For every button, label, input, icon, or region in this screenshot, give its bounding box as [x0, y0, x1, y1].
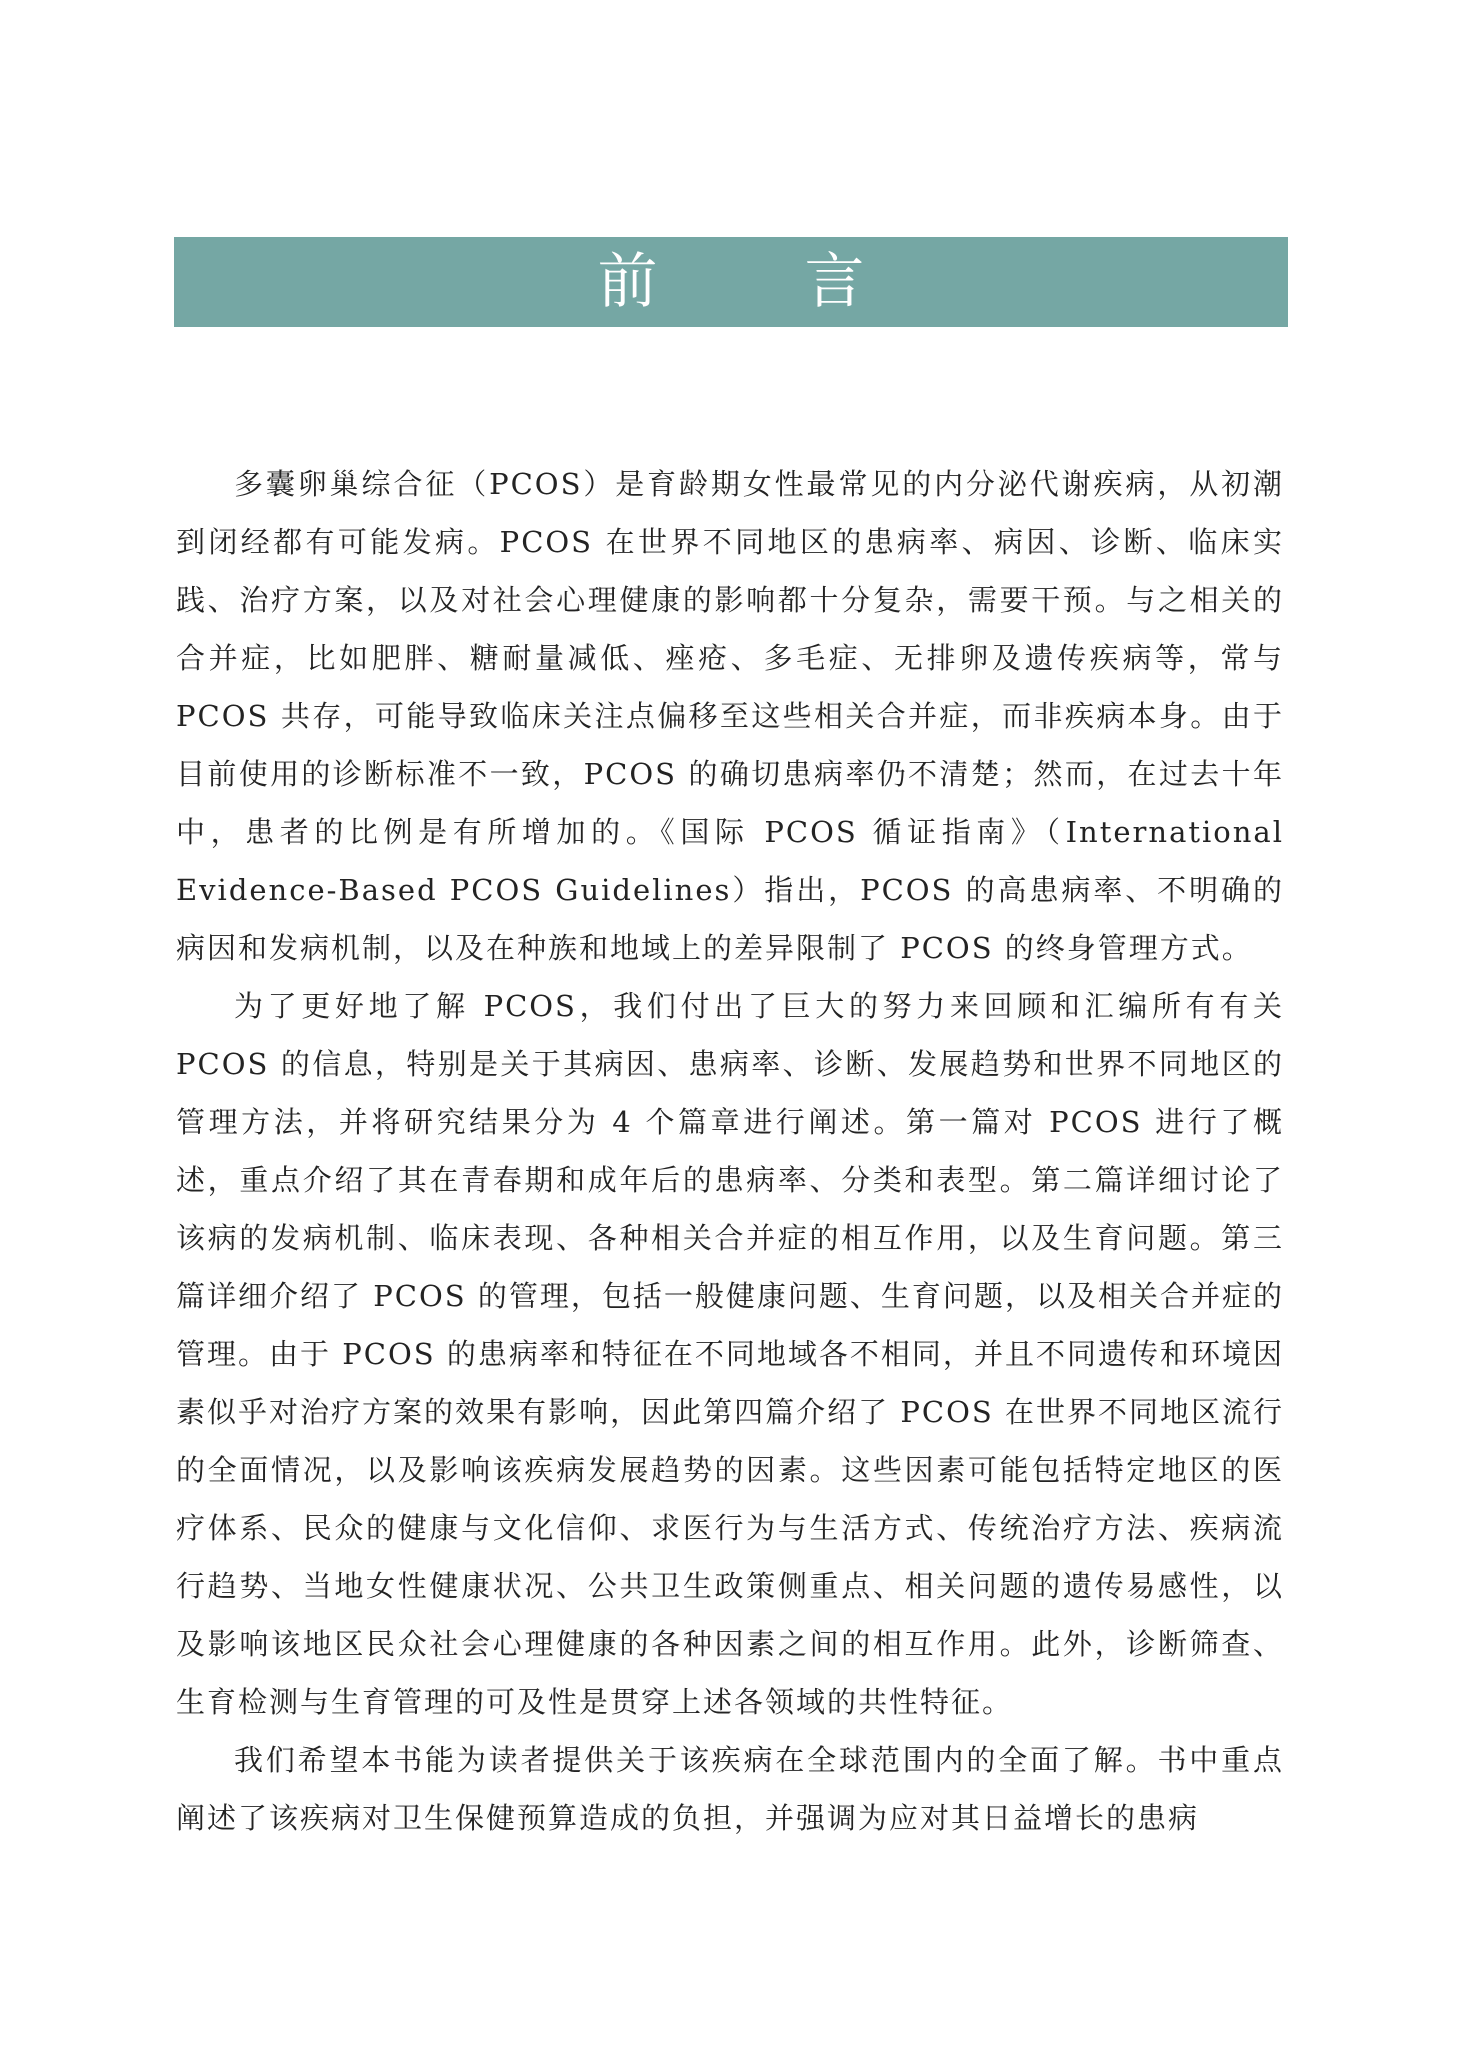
paragraph-2: 为了更好地了解 PCOS，我们付出了巨大的努力来回顾和汇编所有有关 PCOS 的信息，特别是关于其病因、患病率、诊断、发展趋势和世界不同地区的管理方法，并将研究结果分为 4 个篇章进行阐述。第一篇对 PCOS 进行了概述，重点介绍了其在青春期和成年后的患病率、分类和表型。第二篇详细讨论了该病的发病机制、临床表现、各种相关合并症的相互作用，以及生育问题。第三篇详细介绍了 PCOS 的管理，包括一般健康问题、生育问题，以及相关合并症的管理。由于 PCOS 的患病率和特征在不同地域各不相同，并且不同遗传和环境因素似乎对治疗方案的效果有影响，因此第四篇介绍了 PCOS 在世界不同地区流行的全面情况，以及影响该疾病发展趋势的因素。这些因素可能包括特定地区的医疗体系、民众的健康与文化信仰、求医行为与生活方式、传统治疗方法、疾病流行趋势、当地女性健康状况、公共卫生政策侧重点、相关问题的遗传易感性，以及影响该地区民众社会心理健康的各种因素之间的相互作用。此外，诊断筛查、生育检测与生育管理的可及性是贯穿上述各领域的共性特征。	[176, 989, 1284, 1719]
title-banner	[174, 237, 1288, 327]
preface-body	[176, 455, 1284, 1847]
paragraph-1: 多囊卵巢综合征（PCOS）是育龄期女性最常见的内分泌代谢疾病，从初潮到闭经都有可能发病。PCOS 在世界不同地区的患病率、病因、诊断、临床实践、治疗方案，以及对社会心理健康的影响都十分复杂，需要干预。与之相关的合并症，比如肥胖、糖耐量减低、痤疮、多毛症、无排卵及遗传疾病等，常与 PCOS 共存，可能导致临床关注点偏移至这些相关合并症，而非疾病本身。由于目前使用的诊断标准不一致，PCOS 的确切患病率仍不清楚；然而，在过去十年中，患者的比例是有所增加的。《国际 PCOS 循证指南》（International Evidence-Based PCOS Guidelines）指出，PCOS 的高患病率、不明确的病因和发病机制，以及在种族和地域上的差异限制了 PCOS 的终身管理方式。	[176, 467, 1284, 965]
paragraph-3: 我们希望本书能为读者提供关于该疾病在全球范围内的全面了解。书中重点阐述了该疾病对卫生保健预算造成的负担，并强调为应对其日益增长的患病	[176, 1743, 1284, 1835]
page-title: 前 言	[597, 247, 929, 317]
